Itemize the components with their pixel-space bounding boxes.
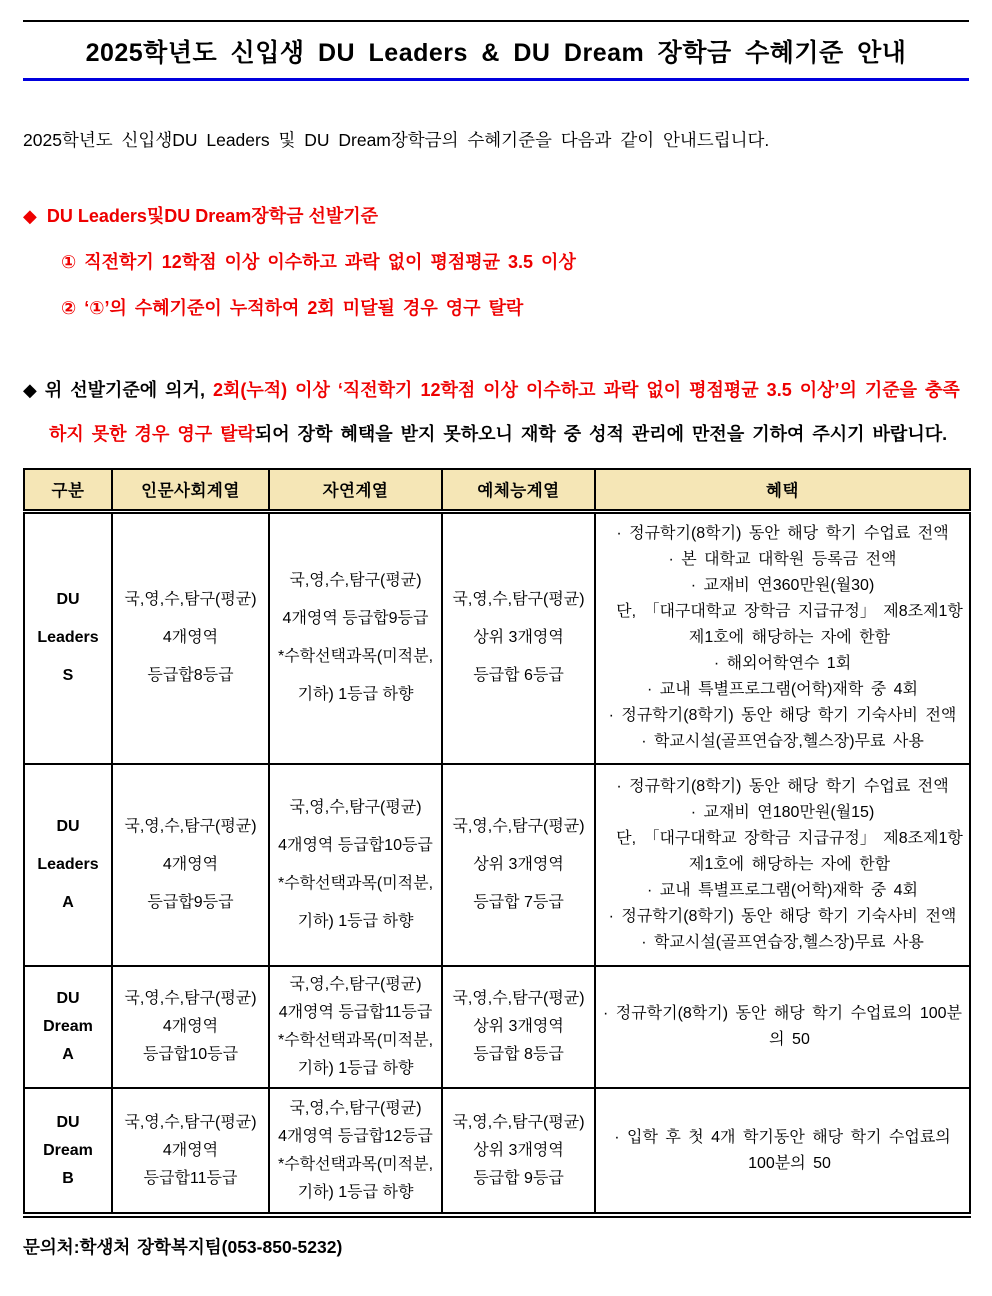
arts-sports-cell: 국,영,수,탐구(평균) 상위 3개영역 등급합 8등급 <box>442 966 595 1088</box>
col-header-category: 구분 <box>24 469 112 511</box>
criteria-section <box>23 202 969 320</box>
table-row <box>24 511 970 764</box>
benefit-item: · 해외어학연수 1회 <box>713 655 852 673</box>
natural-sciences-cell: 국,영,수,탐구(평균) 4개영역 등급합11등급 *수학선택과목(미적분, 기하) 1등급 하향 <box>269 966 442 1088</box>
arts-sports-cell: 국,영,수,탐구(평균) 상위 3개영역 등급합 6등급 <box>442 511 595 764</box>
humanities-cell: 국,영,수,탐구(평균) 4개영역 등급합10등급 <box>112 966 269 1088</box>
humanities-cell: 국,영,수,탐구(평균) 4개영역 등급합9등급 <box>112 764 269 966</box>
notice-text <box>45 380 960 444</box>
arts-sports-cell: 국,영,수,탐구(평균) 상위 3개영역 등급합 7등급 <box>442 764 595 966</box>
criteria-heading-text: DU Leaders및DU Dream장학금 선발기준 <box>46 206 379 226</box>
humanities-cell: 국,영,수,탐구(평균) 4개영역 등급합8등급 <box>112 511 269 764</box>
benefit-item: · 교재비 연360만원(월30) <box>690 577 875 595</box>
humanities-cell: 국,영,수,탐구(평균) 4개영역 등급합11등급 <box>112 1088 269 1215</box>
title-top-rule <box>23 20 969 22</box>
benefit-item: · 학교시설(골프연습장,헬스장)무료 사용 <box>641 733 924 751</box>
benefit-item: · 입학 후 첫 4개 학기동안 해당 학기 수업료의 100분의 50 <box>614 1128 951 1172</box>
category-cell: DU Dream B <box>24 1088 112 1215</box>
diamond-bullet-icon: ◆ <box>23 206 37 226</box>
natural-sciences-cell: 국,영,수,탐구(평균) 4개영역 등급합9등급 *수학선택과목(미적분, 기하) 1등급 하향 <box>269 511 442 764</box>
scholarship-table-header <box>24 469 970 511</box>
arts-sports-cell: 국,영,수,탐구(평균) 상위 3개영역 등급합 9등급 <box>442 1088 595 1215</box>
benefit-note: 단, 「대구대학교 장학금 지급규정」 제8조제1항제1호에 해당하는 자에 한함 <box>616 830 963 873</box>
col-header-arts-sports: 예체능계열 <box>442 469 595 511</box>
col-header-benefits: 혜택 <box>595 469 970 511</box>
category-cell: DU Dream A <box>24 966 112 1088</box>
benefit-item: · 교내 특별프로그램(어학)재학 중 4회 <box>646 882 919 899</box>
notice-paragraph <box>23 368 969 456</box>
notice-segment: 위 선발기준에 의거, <box>44 380 213 400</box>
benefit-item: · 정규학기(8학기) 동안 해당 학기 기숙사비 전액 <box>608 707 957 725</box>
benefits-cell <box>595 1088 970 1215</box>
scholarship-table <box>23 468 971 1218</box>
table-row <box>24 764 970 966</box>
header-row <box>24 469 970 511</box>
natural-sciences-cell: 국,영,수,탐구(평균) 4개영역 등급합12등급 *수학선택과목(미적분, 기하) 1등급 하향 <box>269 1088 442 1215</box>
benefit-item: · 학교시설(골프연습장,헬스장)무료 사용 <box>641 934 924 951</box>
title-underline-rule <box>23 78 969 81</box>
category-cell: DU Leaders A <box>24 764 112 966</box>
criteria-item: ② ‘①’의 수혜기준이 누적하여 2회 미달될 경우 영구 탈락 <box>61 298 524 318</box>
benefit-item: · 교내 특별프로그램(어학)재학 중 4회 <box>646 681 919 699</box>
benefit-item: · 정규학기(8학기) 동안 해당 학기 수업료의 100분의 50 <box>602 1005 962 1048</box>
table-row <box>24 966 970 1088</box>
contact-info: 문의처:학생처 장학복지팀(053-850-5232) <box>23 1237 343 1257</box>
benefits-cell <box>595 764 970 966</box>
criteria-item: ① 직전학기 12학점 이상 이수하고 과락 없이 평점평균 3.5 이상 <box>61 252 576 272</box>
scholarship-table-body <box>24 511 970 1215</box>
criteria-items <box>23 248 969 320</box>
notice-segment: 2회(누적) 이상 ‘직전학기 12학점 이상 이수하고 과락 없이 평점평균 3.5 이상’의 기준을 충족하지 못한 경우 영구 탈락 <box>49 380 960 444</box>
criteria-heading <box>23 202 969 228</box>
benefit-item: · 본 대학교 대학원 등록금 전액 <box>668 551 897 569</box>
page-title: 2025학년도 신입생 DU Leaders & DU Dream 장학금 수혜기준 안내 <box>85 39 907 67</box>
benefits-cell <box>595 966 970 1088</box>
col-header-natural-sciences: 자연계열 <box>269 469 442 511</box>
category-cell: DU Leaders S <box>24 511 112 764</box>
benefit-item: · 정규학기(8학기) 동안 해당 학기 수업료 전액 <box>616 525 949 543</box>
benefit-item: · 정규학기(8학기) 동안 해당 학기 수업료 전액 <box>616 778 949 795</box>
col-header-humanities: 인문사회계열 <box>112 469 269 511</box>
benefit-item: · 교재비 연180만원(월15) <box>690 804 875 821</box>
benefit-note: 단, 「대구대학교 장학금 지급규정」 제8조제1항제1호에 해당하는 자에 한함 <box>616 603 963 647</box>
table-row <box>24 1088 970 1215</box>
benefits-cell <box>595 511 970 764</box>
natural-sciences-cell: 국,영,수,탐구(평균) 4개영역 등급합10등급 *수학선택과목(미적분, 기하) 1등급 하향 <box>269 764 442 966</box>
intro-paragraph: 2025학년도 신입생DU Leaders 및 DU Dream장학금의 수혜기준을 다음과 같이 안내드립니다. <box>23 130 770 150</box>
diamond-bullet-icon: ◆ <box>23 380 37 400</box>
notice-segment: 되어 장학 혜택을 받지 못하오니 재학 중 성적 관리에 만전을 기하여 주시기 바랍니다. <box>254 424 948 444</box>
benefit-item: · 정규학기(8학기) 동안 해당 학기 기숙사비 전액 <box>608 908 957 925</box>
document-page <box>0 20 992 1259</box>
